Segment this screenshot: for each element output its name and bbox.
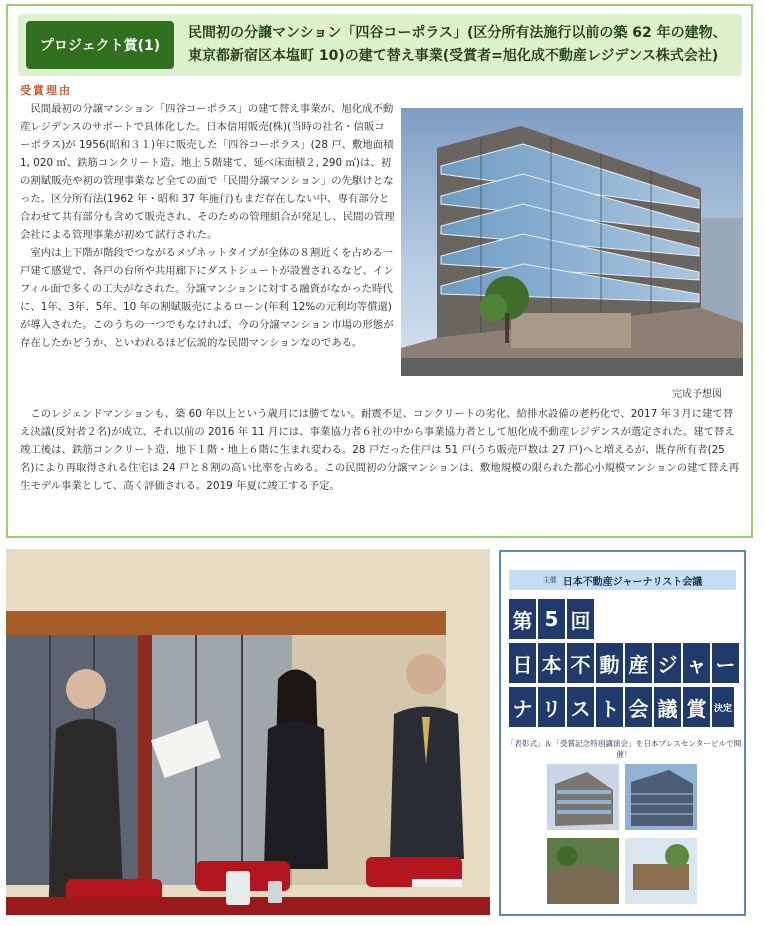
title-char: 不 (567, 643, 594, 683)
title-char: ジ (654, 643, 681, 683)
paragraph-3: このレジェンドマンションも、築 60 年以上という歳月には勝てない。耐震不足、コンクリートの劣化、給排水設備の老朽化で、2017 年３月に建て替え決議(反対者２名)が成立、それ以前の 2016 年 11 月には、事業協力者６社の中から事業協力者として旭化成不動産レジデンスが選定された。建て替え竣工後は、鉄筋コンクリート造、地下１階・地上６階に生まれ変わる。28 戸だった住戸は 51 戸(うち販売戸数は 27 戸)へと増えるが、既存所有者(25 名)により再取得される住宅は 24 戸と８割の高い比率を占める。この民間初の分譲マンションは、敷地規模の限られた都心小規模マンションの建て替え再生モデル事業として、高く評価される。2019 年夏に竣工する予定。 (20, 408, 740, 492)
title-char: 会 (625, 687, 652, 727)
title-char: 本 (538, 643, 565, 683)
award-article (6, 4, 753, 538)
flyer-organizer (509, 570, 736, 590)
title-char: 5 (538, 599, 565, 639)
title-char: 産 (625, 643, 652, 683)
flyer-note: 「表彰式」＆「受賞記念特別講演会」を日本プレスセンタービルで開催！ (506, 739, 742, 759)
title-char: ャ (683, 643, 710, 683)
award-ceremony-photo (6, 549, 490, 915)
decision-tag: 決定 (712, 687, 734, 727)
title-char: ナ (509, 687, 536, 727)
title-char: 賞 (683, 687, 710, 727)
award-flyer (499, 550, 746, 916)
title-row-1 (509, 599, 739, 639)
reason-label: 受賞理由 (20, 84, 72, 97)
title-char: ス (567, 687, 594, 727)
award-badge: プロジェクト賞(1) (26, 21, 174, 69)
article-header (18, 14, 742, 76)
paragraph-1: 民間最初の分譲マンション「四谷コーポラス」の建て替え事業が、旭化成不動産レジデンスのサポートで具体化した。日本信用販売(株)(当時の社名・信販コーポラス)が 1956(昭和３１)年に販売した「四谷コーポラス」(28 戸、敷地面積 1, 020 ㎡、鉄筋コンクリート造、地上５階建て、延べ床面積２, 290 ㎡)は、初の割賦販売や初の管理事業など全ての面で「民間分譲マンション」の先駆けとなった。区分所有法(1962 年・昭和 37 年施行)もまだ存在しない中、専有部分と合わせて共有部分も含めて販売され、そのための管理組合が発足し、民間の管理会社による管理事業が初めて試行された。 (20, 103, 395, 241)
title-char: ー (712, 643, 739, 683)
title-char: 回 (567, 599, 594, 639)
title-row-2 (509, 643, 739, 683)
image-caption: 完成予想図 (672, 389, 722, 400)
title-char: 議 (654, 687, 681, 727)
flyer-title (509, 599, 739, 731)
title-row-3 (509, 687, 739, 727)
article-body-wide (20, 405, 742, 495)
organizer-name: 日本不動産ジャーナリスト会議 (562, 576, 703, 588)
flyer-building-photos (547, 764, 697, 904)
title-char: 日 (509, 643, 536, 683)
title-char: 第 (509, 599, 536, 639)
article-body (20, 100, 395, 352)
building-rendering (401, 108, 743, 376)
paragraph-2: 室内は上下階が階段でつながるメゾネットタイプが全体の８割近くを占める一戸建て感覚で、各戸の台所や共用廊下にダストシュートが設置されるなど、インフィル面で多くの工夫がなされた。分譲マンションに対する融資がなかった時代に、1年、3年、5年、10 年の割賦販売によるローン(年利 12%の元利均等償還)が導入された。このうちの一つでもなければ、今の分譲マンション市場の形態が存在したかどうか、といわれるほど伝説的な民間マンションなのである。 (20, 247, 394, 349)
article-headline: 民間初の分譲マンション「四谷コーポラス」(区分所有法施行以前の築 62 年の建物、東京都新宿区本塩町 10)の建て替え事業(受賞者=旭化成不動産レジデンス株式会社) (188, 25, 727, 64)
organizer-prefix: 主催 (542, 576, 557, 584)
title-char: 動 (596, 643, 623, 683)
title-char: リ (538, 687, 565, 727)
title-char: ト (596, 687, 623, 727)
